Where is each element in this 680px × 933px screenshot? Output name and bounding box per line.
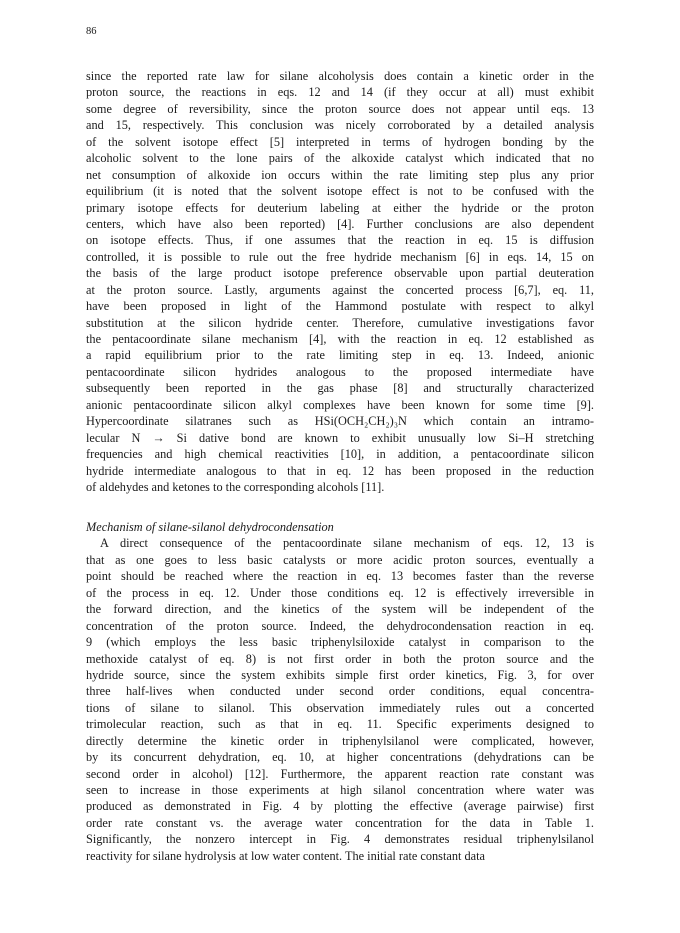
text-line: proton source, the reactions in eqs. 12 and 14 (if they occur at all) must exhibit [86,85,594,100]
text-line: Significantly, the nonzero intercept in Fig. 4 demonstrates residual triphenylsilanol [86,832,594,847]
text-line: trimolecular reaction, such as that in eq. 11. Specific experiments designed to [86,717,594,732]
text-line: frequencies and high chemical reactivities [10], in addition, a pentacoordinate silicon [86,447,594,462]
text-line: by its concurrent dehydration, eq. 10, at higher concentrations (dehydrations can be [86,750,594,765]
text-line: primary isotope effects for deuterium labeling at either the hydride or the proton [86,200,594,215]
text-line: controlled, it is possible to rule out the free hydride mechanism [6] in eqs. 14, 15 on [86,249,594,264]
text-line: concentration of the proton source. Indeed, the dehydrocondensation reaction in eq. [86,618,594,633]
text-line: point should be reached where the reaction in eq. 13 becomes faster than the reverse [86,569,594,584]
text-line: seen to increase in those experiments at high silanol concentration where water was [86,783,594,797]
section-heading: Mechanism of silane-silanol dehydrocondensation [86,520,334,534]
text-line: equilibrium (it is noted that the solvent isotope effect is not to be confused with the [86,184,594,199]
text-line: lecular N → Si dative bond are known to exhibit unusually low Si–H stretching [86,430,594,445]
text-line: some degree of reversibility, since the proton source does not appear until eqs. 13 [86,101,594,116]
text-line: the pentacoordinate silane mechanism [4], with the reaction in eq. 12 established as [86,332,594,346]
text-line: alcoholic solvent to the lone pairs of the alkoxide catalyst which indicated that no [86,151,594,166]
text-line: reactivity for silane hydrolysis at low water content. The initial rate constant data [86,848,485,863]
text-line: net consumption of alkoxide ion occurs within the rate limiting step plus any prior [86,167,594,182]
body-paragraph-2 [86,535,594,864]
body-section-2 [86,519,594,864]
text-line: since the reported rate law for silane alcoholysis does contain a kinetic order in the [86,69,594,83]
text-line: of aldehydes and ketones to the corresponding alcohols [11]. [86,479,385,494]
text-line: the forward direction, and the kinetics of the system will be independent of the [86,602,594,617]
text-line: tions of silane to silanol. This observation immediately rules out a concerted [86,700,594,715]
text-line: order rate constant vs. the average water concentration for the data in Table 1. [86,815,594,830]
text-line: pentacoordinate silicon hydrides analogous to the proposed intermediate have [86,364,594,379]
text-line: of the solvent isotope effect [5] interpreted in terms of hydrogen bonding by the [86,134,594,149]
text-line: subsequently been reported in the gas phase [8] and structurally characterized [86,381,594,396]
text-line: the basis of the large product isotope preference observable upon partial deuteration [86,266,594,281]
text-line: hydride intermediate analogous to that in eq. 12 has been proposed in the reduction [86,463,594,478]
text-line: methoxide catalyst of eq. 8) is not first order in both the proton source and the [86,651,594,666]
text-line: at the proton source. Lastly, arguments against the concerted process [6,7], eq. 11, [86,282,594,297]
text-line: and 15, respectively. This conclusion was nicely corroborated by a detailed analysis [86,118,594,133]
text-line: directly determine the kinetic order in triphenylsilanol were complicated, however, [86,733,594,748]
text-line: of the process in eq. 12. Under those conditions eq. 12 is effectively irreversible in [86,585,594,600]
text-line: Hypercoordinate silatranes such as HSi(OCH₂CH₂)₃N which contain an intramo- [86,414,594,429]
text-line: second order in alcohol) [12]. Furthermore, the apparent reaction rate constant was [86,766,594,781]
text-line: anionic pentacoordinate silicon alkyl complexes have been known for some time [9]. [86,397,594,412]
text-line: produced as demonstrated in Fig. 4 by plotting the effective (average pairwise) first [86,799,594,814]
page-number: 86 [86,26,97,37]
text-line: that as one goes to less basic catalysts or more acidic proton sources, eventually a [86,552,594,567]
text-line: substitution at the silicon hydride center. Therefore, cumulative investigations favor [86,315,594,330]
text-line: have been proposed in light of the Hammond postulate with respect to alkyl [86,299,594,314]
body-paragraph-1 [86,68,594,495]
text-line: centers, which have also been reported) [4]. Further conclusions are also dependent [86,216,594,231]
text-line: hydride source, since the system exhibits simple first order kinetics, Fig. 3, for over [86,667,594,682]
text-line: 9 (which employs the less basic triphenylsiloxide catalyst in comparison to the [86,635,594,650]
text-line: on isotope effects. Thus, if one assumes that the reaction in eq. 15 is diffusion [86,233,594,248]
text-line: a rapid equilibrium prior to the rate limiting step in eq. 13. Indeed, anionic [86,348,594,363]
text-line: A direct consequence of the pentacoordinate silane mechanism of eqs. 12, 13 is [100,536,594,551]
text-line: three half-lives when conducted under second order conditions, equal concentra- [86,684,594,699]
